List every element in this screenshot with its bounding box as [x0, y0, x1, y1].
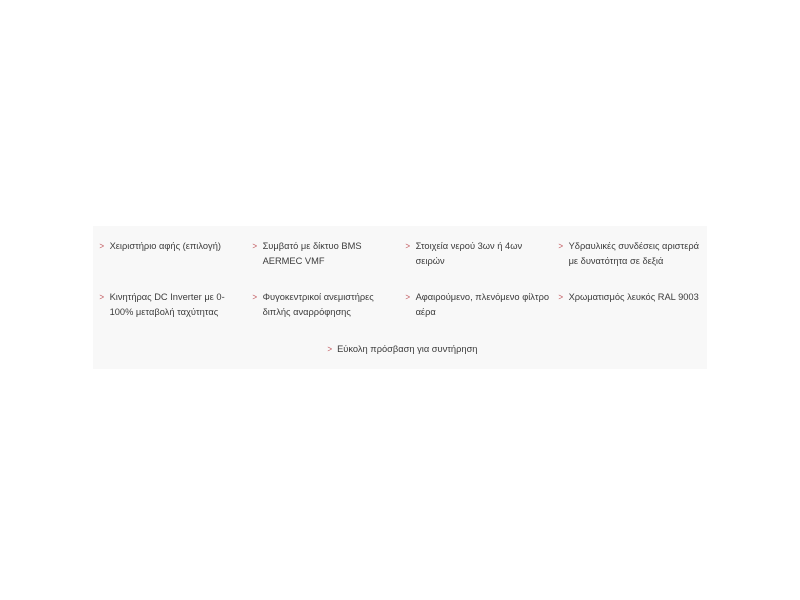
- features-grid: [99, 239, 705, 320]
- feature-item-ral-9003-color: [558, 290, 705, 320]
- chevron-right-icon: >: [326, 344, 332, 355]
- feature-label: Κινητήρας DC Inverter με 0-100% μεταβολή ταχύτητας: [109, 292, 225, 317]
- chevron-right-icon: >: [405, 241, 411, 252]
- feature-label: Χειριστήριο αφής (επιλογή): [109, 241, 221, 251]
- features-footer-row: [99, 342, 705, 357]
- feature-item-hydraulic-connections: [558, 239, 705, 269]
- chevron-right-icon: >: [405, 292, 411, 303]
- feature-item-touch-controller: [99, 239, 246, 269]
- chevron-right-icon: >: [252, 292, 258, 303]
- feature-label: Εύκολη πρόσβαση για συντήρηση: [337, 344, 478, 354]
- features-section: [93, 226, 707, 369]
- feature-item-centrifugal-fans: [252, 290, 399, 320]
- feature-label: Αφαιρούμενο, πλενόμενο φίλτρο αέρα: [415, 292, 550, 317]
- feature-label: Συμβατό με δίκτυο BMS AERMEC VMF: [262, 241, 362, 266]
- feature-item-washable-filter: [405, 290, 552, 320]
- chevron-right-icon: >: [99, 241, 105, 252]
- chevron-right-icon: >: [558, 241, 564, 252]
- chevron-right-icon: >: [252, 241, 258, 252]
- feature-label: Χρωματισμός λευκός RAL 9003: [568, 292, 699, 302]
- chevron-right-icon: >: [99, 292, 105, 303]
- feature-item-water-coils: [405, 239, 552, 269]
- feature-item-dc-inverter-motor: [99, 290, 246, 320]
- feature-label: Στοιχεία νερού 3ων ή 4ων σειρών: [415, 241, 523, 266]
- feature-item-easy-maintenance: [327, 342, 478, 357]
- feature-label: Φυγοκεντρικοί ανεμιστήρες διπλής αναρρόφησης: [262, 292, 374, 317]
- feature-label: Υδραυλικές συνδέσεις αριστερά με δυνατότητα σε δεξιά: [568, 241, 700, 266]
- feature-item-bms-compatible: [252, 239, 399, 269]
- chevron-right-icon: >: [558, 292, 564, 303]
